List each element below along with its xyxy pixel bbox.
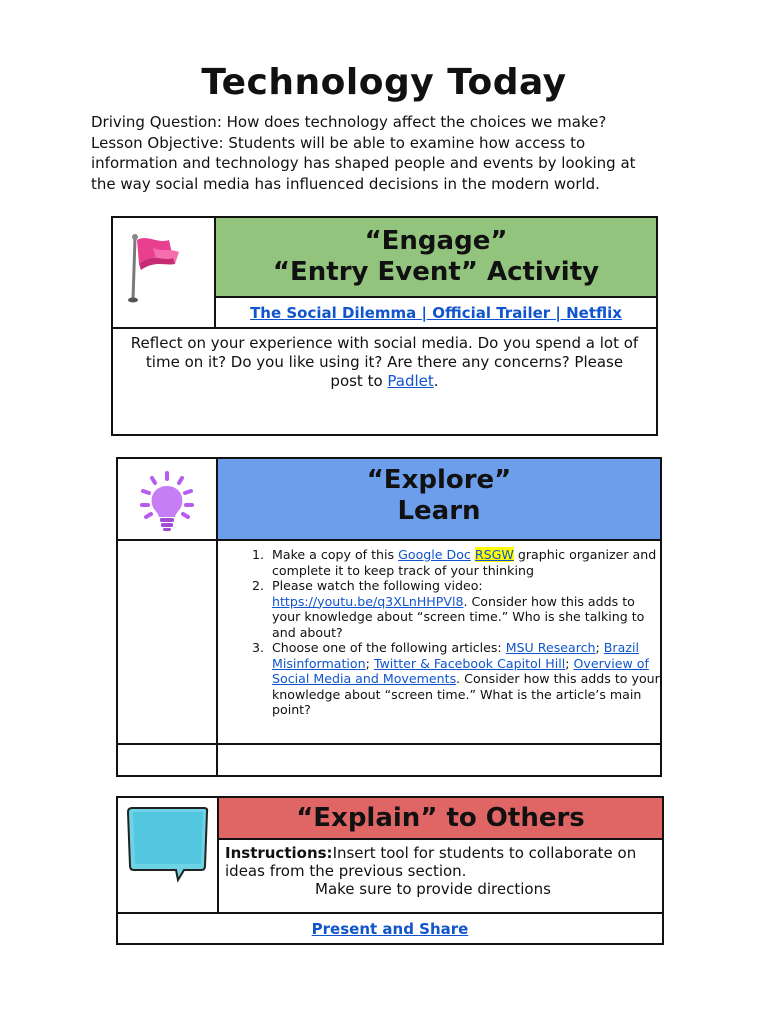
engage-body-line3: post to Padlet. — [330, 372, 439, 390]
engage-body-line1: Reflect on your experience with social media. Do you spend a lot of — [130, 334, 639, 352]
explore-header — [217, 458, 661, 540]
explain-instructions-line3: Make sure to provide directions — [315, 880, 551, 898]
list-item: 2. Please watch the following video: https://youtu.be/q3XLnHHPVl8. Consider how this adds to your knowledge about “screen time.” Who is she talking to and about? — [268, 578, 660, 640]
pink-flag-icon — [113, 218, 213, 323]
explore-heading-line2: Learn — [397, 496, 481, 526]
engage-heading-line1: “Engage” — [364, 226, 508, 256]
explain-footer — [117, 913, 663, 944]
google-doc-link[interactable]: Google Doc — [398, 547, 471, 562]
present-and-share-link[interactable]: Present and Share — [311, 919, 469, 938]
explore-table — [116, 457, 662, 777]
engage-icon-cell — [112, 217, 215, 328]
explain-heading: “Explain” to Others — [296, 802, 585, 833]
explain-header — [218, 797, 663, 839]
explore-footer-left — [117, 744, 217, 776]
list-item: 1. Make a copy of this Google Doc RSGW graphic organizer and complete it to keep track of your thinking — [268, 547, 660, 578]
explore-footer-right — [217, 744, 661, 776]
explore-icon-cell — [117, 458, 217, 540]
lesson-objective-line3: the way social media has influenced decisions in the modern world. — [91, 174, 600, 193]
engage-body — [112, 328, 657, 435]
explain-instructions-line1: Instructions:Insert tool for students to collaborate on — [225, 844, 637, 862]
engage-body-line2: time on it? Do you like using it? Are there any concerns? Please — [145, 353, 624, 371]
youtube-video-link[interactable]: https://youtu.be/q3XLnHHPVl8 — [272, 593, 464, 609]
msu-research-link[interactable]: MSU Research — [505, 640, 596, 655]
explain-instructions-line2: ideas from the previous section. — [225, 862, 467, 880]
twitter-facebook-capitol-hill-link[interactable]: Twitter & Facebook Capitol Hill — [373, 655, 566, 671]
speech-bubble-icon — [118, 798, 217, 908]
lightbulb-icon — [118, 459, 216, 535]
lesson-objective-line2: information and technology has shaped people and events by looking at — [91, 154, 636, 172]
rsgw-link[interactable]: RSGW — [474, 547, 514, 562]
explore-instructions — [217, 540, 661, 744]
lesson-objective-line1: Lesson Objective: Students will be able to examine how access to — [91, 133, 586, 152]
engage-table — [111, 216, 658, 436]
padlet-link[interactable]: Padlet — [387, 372, 434, 390]
explain-table — [116, 796, 664, 945]
driving-question: Driving Question: How does technology affect the choices we make? — [91, 113, 607, 131]
brazil-misinformation-link[interactable]: Brazil Misinformation — [272, 640, 639, 671]
engage-link-cell — [215, 297, 657, 328]
social-dilemma-trailer-link[interactable]: The Social Dilemma | Official Trailer | Netflix — [250, 303, 622, 322]
explore-blank-cell — [117, 540, 217, 744]
list-item: 3. Choose one of the following articles: MSU Research; Brazil Misinformation; Twitter & Facebook Capitol Hill; Overview of Social Media and Movements. Consider how this adds to your knowledge about “screen time.” What is the article’s main point? — [268, 640, 660, 718]
engage-heading-line2: “Entry Event” Activity — [272, 257, 600, 287]
intro-text — [91, 112, 691, 194]
explain-instructions — [218, 839, 663, 913]
explain-icon-cell — [117, 797, 218, 913]
engage-header — [215, 217, 657, 297]
explore-steps-list — [218, 547, 660, 718]
explore-heading-line1: “Explore” — [366, 465, 512, 495]
page-title: Technology Today — [201, 62, 567, 103]
social-media-movements-link[interactable]: Overview of Social Media and Movements — [272, 655, 649, 686]
